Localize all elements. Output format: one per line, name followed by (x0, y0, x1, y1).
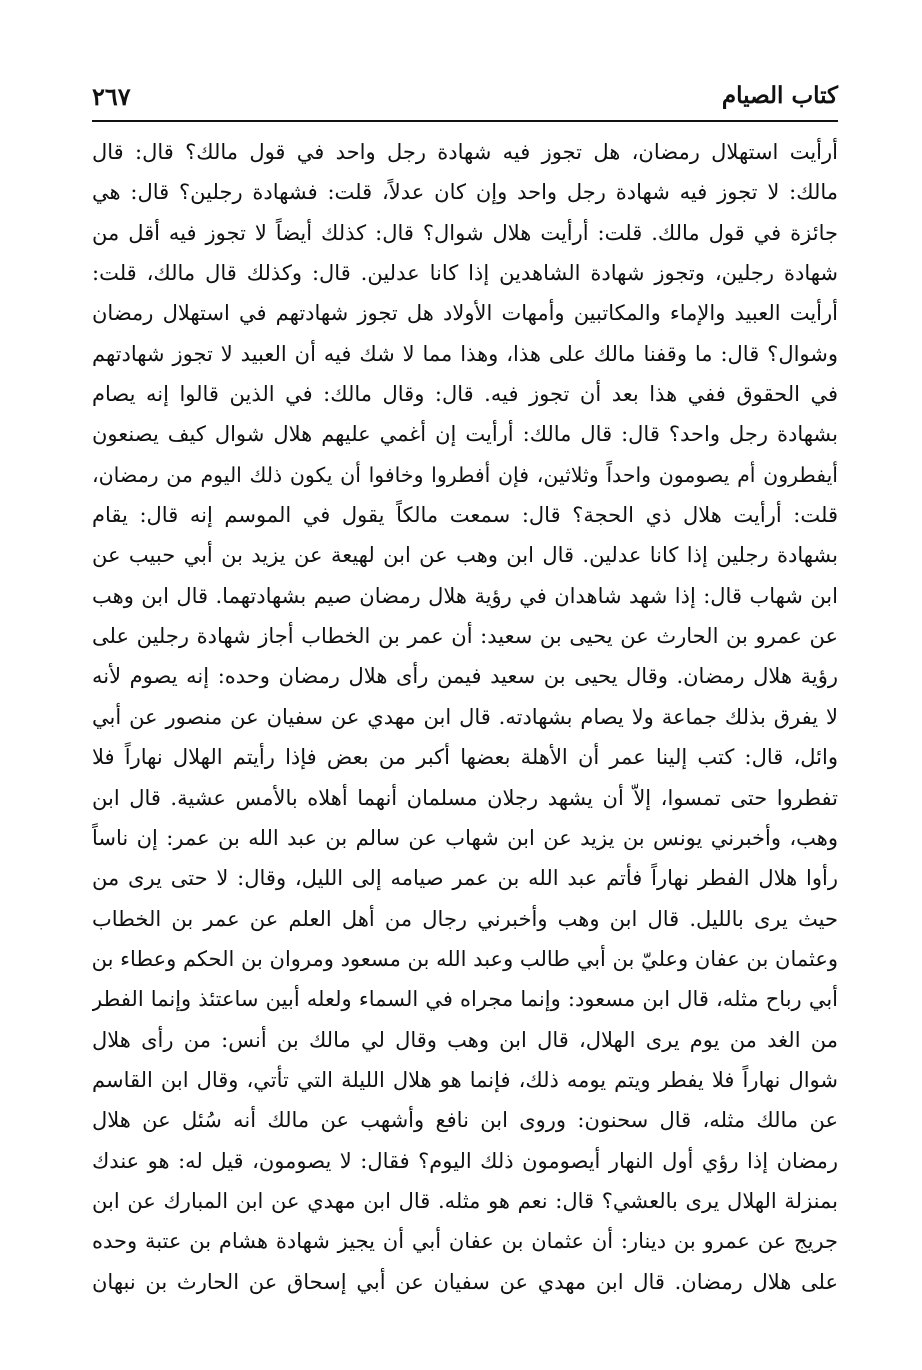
text-line: وائل، قال: كتب إلينا عمر أن الأهلة بعضها أكبر من بعض فإذا رأيتم الهلال نهاراً فلا (92, 745, 838, 770)
text-line: في الحقوق ففي هذا بعد أن تجوز فيه. قال: وقال مالك: في الذين قالوا إنه يصام (92, 382, 838, 407)
body-text (92, 132, 838, 1302)
text-line: تفطروا حتى تمسوا، إلاّ أن يشهد رجلان مسلمان أنهما أهلاه بالأمس عشية. قال ابن (92, 785, 838, 810)
text-line: قلت: أرأيت هلال ذي الحجة؟ قال: سمعت مالكاً يقول في الموسم إنه قال: يقام (92, 503, 838, 528)
text-line: رمضان إذا رؤي أول النهار أيصومون ذلك اليوم؟ فقال: لا يصومون، قيل له: هو عندك (92, 1148, 838, 1173)
text-line: بمنزلة الهلال يرى بالعشي؟ قال: نعم هو مثله. قال ابن مهدي عن ابن المبارك عن ابن (92, 1188, 838, 1213)
text-line: شوال نهاراً فلا يفطر ويتم يومه ذلك، فإنما هو هلال الليلة التي تأتي، وقال ابن القاسم (92, 1067, 838, 1092)
text-line: بشهادة رجلين إذا كانا عدلين. قال ابن وهب عن ابن لهيعة عن يزيد بن أبي حبيب عن (92, 543, 838, 568)
text-line: من الغد من يوم يرى الهلال، قال ابن وهب وقال لي مالك بن أنس: من رأى هلال (92, 1027, 838, 1052)
text-line: وشوال؟ قال: ما وقفنا مالك على هذا، وهذا مما لا شك فيه أن العبيد لا تجوز شهادتهم (92, 341, 838, 366)
text-line: شهادة رجلين، وتجوز شهادة الشاهدين إذا كانا عدلين. قال: وكذلك قال مالك، قلت: (92, 261, 838, 286)
text-line: أيفطرون أم يصومون واحداً وثلاثين، فإن أفطروا وخافوا أن يكون ذلك اليوم من رمضان، (92, 462, 838, 487)
text-line: أبي رباح مثله، قال ابن مسعود: وإنما مجراه في السماء ولعله أبين ساعتئذ وإنما الفطر (92, 987, 838, 1012)
text-line: وهب، وأخبرني يونس بن يزيد عن ابن شهاب عن سالم بن عبد الله بن عمر: إن ناساً (92, 825, 838, 850)
text-line: أرأيت العبيد والإماء والمكاتبين وأمهات الأولاد هل تجوز شهادتهم في استهلال رمضان (92, 301, 838, 326)
text-line: جائزة في قول مالك. قلت: أرأيت هلال شوال؟ قال: كذلك أيضاً لا تجوز فيه أقل من (92, 220, 838, 245)
text-line: حيث يرى بالليل. قال ابن وهب وأخبرني رجال من أهل العلم عن عمر بن الخطاب (92, 906, 838, 931)
page-number: ٢٦٧ (92, 82, 131, 111)
text-line: عن مالك مثله، قال سحنون: وروى ابن نافع وأشهب عن مالك أنه سُئل عن هلال (92, 1108, 838, 1133)
text-line: رؤية هلال رمضان. وقال يحيى بن سعيد فيمن رأى هلال رمضان وحده: إنه يصوم لأنه (92, 664, 838, 689)
text-line: على هلال رمضان. قال ابن مهدي عن سفيان عن أبي إسحاق عن الحارث بن نبهان (92, 1269, 838, 1294)
text-line: أرأيت استهلال رمضان، هل تجوز فيه شهادة رجل واحد في قول مالك؟ قال: قال (92, 140, 838, 164)
text-line: جريج عن عمرو بن دينار: أن عثمان بن عفان أبي أن يجيز شهادة هشام بن عتبة وحده (92, 1229, 838, 1254)
text-line: بشهادة رجل واحد؟ قال: قال مالك: أرأيت إن أغمي عليهم هلال شوال كيف يصنعون (92, 422, 838, 447)
header-divider (92, 120, 838, 122)
text-line: لا يفرق بذلك جماعة ولا يصام بشهادته. قال ابن مهدي عن سفيان عن منصور عن أبي (92, 704, 838, 729)
text-line: مالك: لا تجوز فيه شهادة رجل واحد وإن كان عدلاً، قلت: فشهادة رجلين؟ قال: هي (92, 180, 838, 205)
running-title: كتاب الصيام (721, 82, 838, 109)
text-line: رأوا هلال الفطر نهاراً فأتم عبد الله بن عمر صيامه إلى الليل، وقال: لا حتى يرى من (92, 866, 838, 891)
text-line: ابن شهاب قال: إذا شهد شاهدان في رؤية هلال رمضان صيم بشهادتهما. قال ابن وهب (92, 583, 838, 608)
text-line: عن عمرو بن الحارث عن يحيى بن سعيد: أن عمر بن الخطاب أجاز شهادة رجلين على (92, 624, 838, 649)
text-line: وعثمان بن عفان وعليّ بن أبي طالب وعبد الله بن مسعود ومروان بن الحكم وعطاء بن (92, 946, 838, 971)
page-header (92, 80, 838, 120)
